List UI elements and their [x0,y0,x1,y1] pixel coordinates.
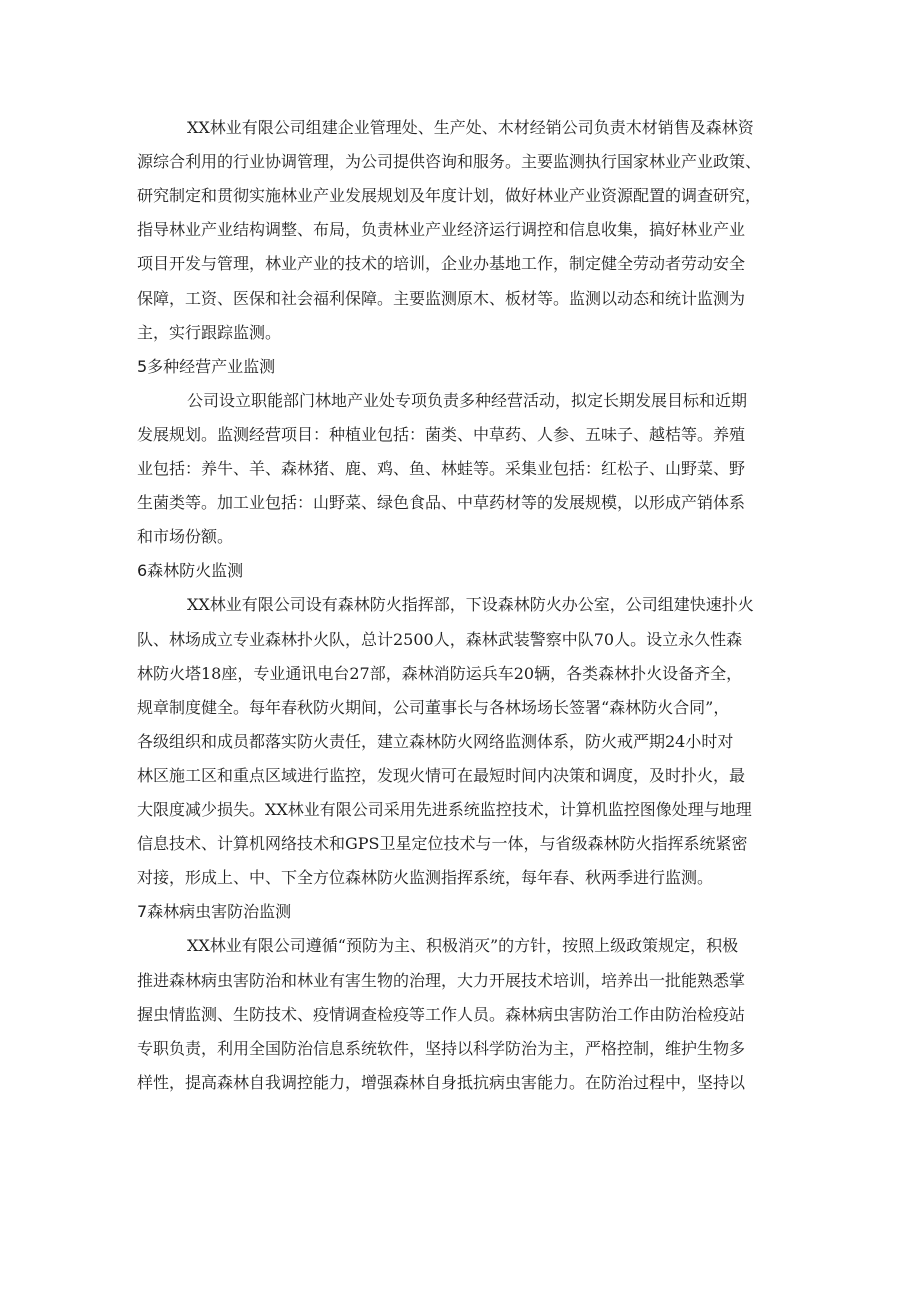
paragraph-line: 和市场份额。 [137,527,234,547]
paragraph-line: 源综合利用的行业协调管理，为公司提供咨询和服务。主要监测执行国家林业产业政策、 [137,152,762,172]
paragraph-line: 发展规划。监测经营项目：种植业包括：菌类、中草药、人参、五味子、越桔等。养殖 [137,424,746,444]
section-heading: 6森林防火监测 [137,561,244,581]
paragraph-line: 队、林场成立专业森林扑火队，总计2500人，森林武装警察中队70人。设立永久性森 [137,629,743,649]
paragraph-line: 各级组织和成员都落实防火责任，建立森林防火网络监测体系，防火戒严期24小时对 [137,731,734,751]
paragraph-line: 研究制定和贯彻实施林业产业发展规划及年度计划，做好林业产业资源配置的调查研究， [137,186,762,206]
paragraph-line: 对接，形成上、中、下全方位森林防火监测指挥系统，每年春、秋两季进行监测。 [137,868,714,888]
paragraph-line: XX林业有限公司组建企业管理处、生产处、木材经销公司负责木材销售及森林资 [187,118,754,137]
paragraph-line: XX林业有限公司遵循“预防为主、积极消灭”的方针，按照上级政策规定，积极 [187,936,739,956]
paragraph-line: XX林业有限公司设有森林防火指挥部，下设森林防火办公室，公司组建快速扑火 [187,595,754,615]
paragraph-line: 主，实行跟踪监测。 [137,322,282,342]
paragraph-line: 规章制度健全。每年春秋防火期间，公司董事长与各林场场长签署“森林防火合同”， [137,697,730,717]
paragraph-line: 指导林业产业结构调整、布局，负责林业产业经济运行调控和信息收集，搞好林业产业 [137,220,746,240]
section-heading: 5多种经营产业监测 [137,356,276,376]
paragraph-line: 专职负责，利用全国防治信息系统软件，坚持以科学防治为主，严格控制，维护生物多 [137,1038,746,1058]
paragraph-line: 推进森林病虫害防治和林业有害生物的治理，大力开展技术培训，培养出一批能熟悉掌 [137,970,746,990]
paragraph-line: 生菌类等。加工业包括：山野菜、绿色食品、中草药材等的发展规模，以形成产销体系 [137,493,746,513]
section-heading: 7森林病虫害防治监测 [137,902,292,922]
paragraph-line: 握虫情监测、生防技术、疫情调查检疫等工作人员。森林病虫害防治工作由防治检疫站 [137,1004,746,1024]
paragraph-line: 信息技术、计算机网络技术和GPS卫星定位技术与一体，与省级森林防火指挥系统紧密 [137,834,748,854]
paragraph-line: 林防火塔18座，专业通讯电台27部，森林消防运兵车20辆，各类森林扑火设备齐全， [137,663,743,683]
paragraph-line: 大限度减少损失。XX林业有限公司采用先进系统监控技术，计算机监控图像处理与地理 [137,800,752,819]
paragraph-line: 样性，提高森林自我调控能力，增强森林自身抵抗病虫害能力。在防治过程中，坚持以 [137,1072,746,1092]
paragraph-line: 项目开发与管理，林业产业的技术的培训，企业办基地工作，制定健全劳动者劳动安全 [137,254,746,274]
paragraph-line: 保障，工资、医保和社会福利保障。主要监测原木、板材等。监测以动态和统计监测为 [137,288,746,308]
paragraph-line: 林区施工区和重点区域进行监控，发现火情可在最短时间内决策和调度，及时扑火，最 [137,765,746,785]
paragraph-line: 公司设立职能部门林地产业处专项负责多种经营活动，拟定长期发展目标和近期 [187,390,748,410]
paragraph-line: 业包括：养牛、羊、森林猪、鹿、鸡、鱼、林蛙等。采集业包括：红松子、山野菜、野 [137,459,746,478]
